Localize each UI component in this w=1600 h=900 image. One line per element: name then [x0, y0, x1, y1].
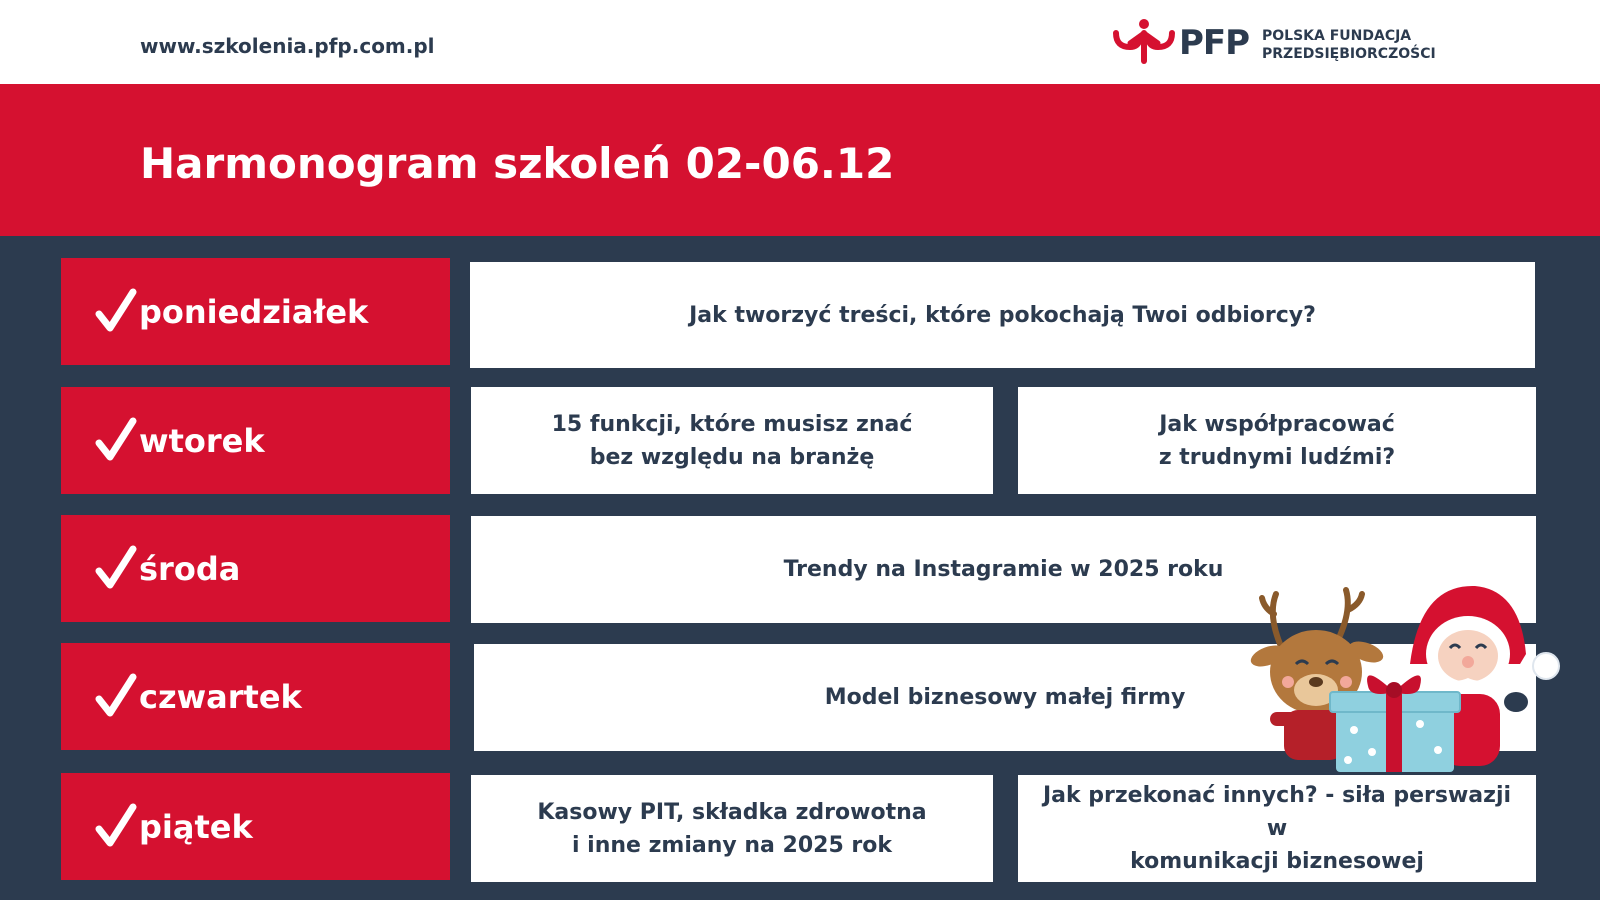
session-friday-1	[471, 775, 993, 882]
session-title: Trendy na Instagramie w 2025 roku	[783, 557, 1224, 582]
pfp-logo-icon	[1112, 17, 1176, 65]
logo-name-line-1: POLSKA FUNDACJA	[1262, 28, 1412, 44]
session-tuesday-2	[1018, 387, 1536, 494]
check-icon	[95, 288, 137, 334]
check-icon	[95, 803, 137, 849]
site-url-link[interactable]: www.szkolenia.pfp.com.pl	[140, 34, 435, 58]
top-bar	[0, 0, 1600, 84]
check-icon	[95, 545, 137, 591]
session-title: Jak tworzyć treści, które pokochają Twoi odbiorcy?	[689, 302, 1316, 328]
day-tuesday	[61, 387, 450, 494]
day-thursday	[61, 643, 450, 750]
session-tuesday-1	[471, 387, 993, 494]
session-title: Jak współpracować z trudnymi ludźmi?	[1158, 411, 1396, 470]
day-friday	[61, 773, 450, 880]
christmas-mascots-icon	[1250, 574, 1560, 774]
page-title: Harmonogram szkoleń 02-06.12	[140, 139, 895, 188]
day-label: czwartek	[139, 678, 302, 716]
session-title: Jak przekonać innych? - siła perswazji w komunikacji biznesowej	[1042, 783, 1512, 874]
check-icon	[95, 417, 137, 463]
session-title: 15 funkcji, które musisz znać bez względu na branżę	[551, 411, 913, 470]
day-label: wtorek	[139, 422, 265, 460]
check-icon	[95, 673, 137, 719]
session-monday-1	[470, 262, 1535, 368]
session-title: Model biznesowy małej firmy	[824, 685, 1186, 710]
pfp-logo[interactable]	[1112, 17, 1436, 67]
day-wednesday	[61, 515, 450, 622]
session-friday-2	[1018, 775, 1536, 882]
day-label: środa	[139, 550, 241, 588]
title-banner	[0, 84, 1600, 236]
day-monday	[61, 258, 450, 365]
logo-abbreviation: PFP	[1179, 23, 1250, 63]
day-label: piątek	[139, 808, 253, 846]
logo-full-name	[1262, 27, 1436, 63]
logo-name-line-2: PRZEDSIĘBIORCZOŚCI	[1262, 46, 1436, 62]
day-label: poniedziałek	[139, 293, 369, 331]
session-title: Kasowy PIT, składka zdrowotna i inne zmiany na 2025 rok	[537, 799, 927, 858]
